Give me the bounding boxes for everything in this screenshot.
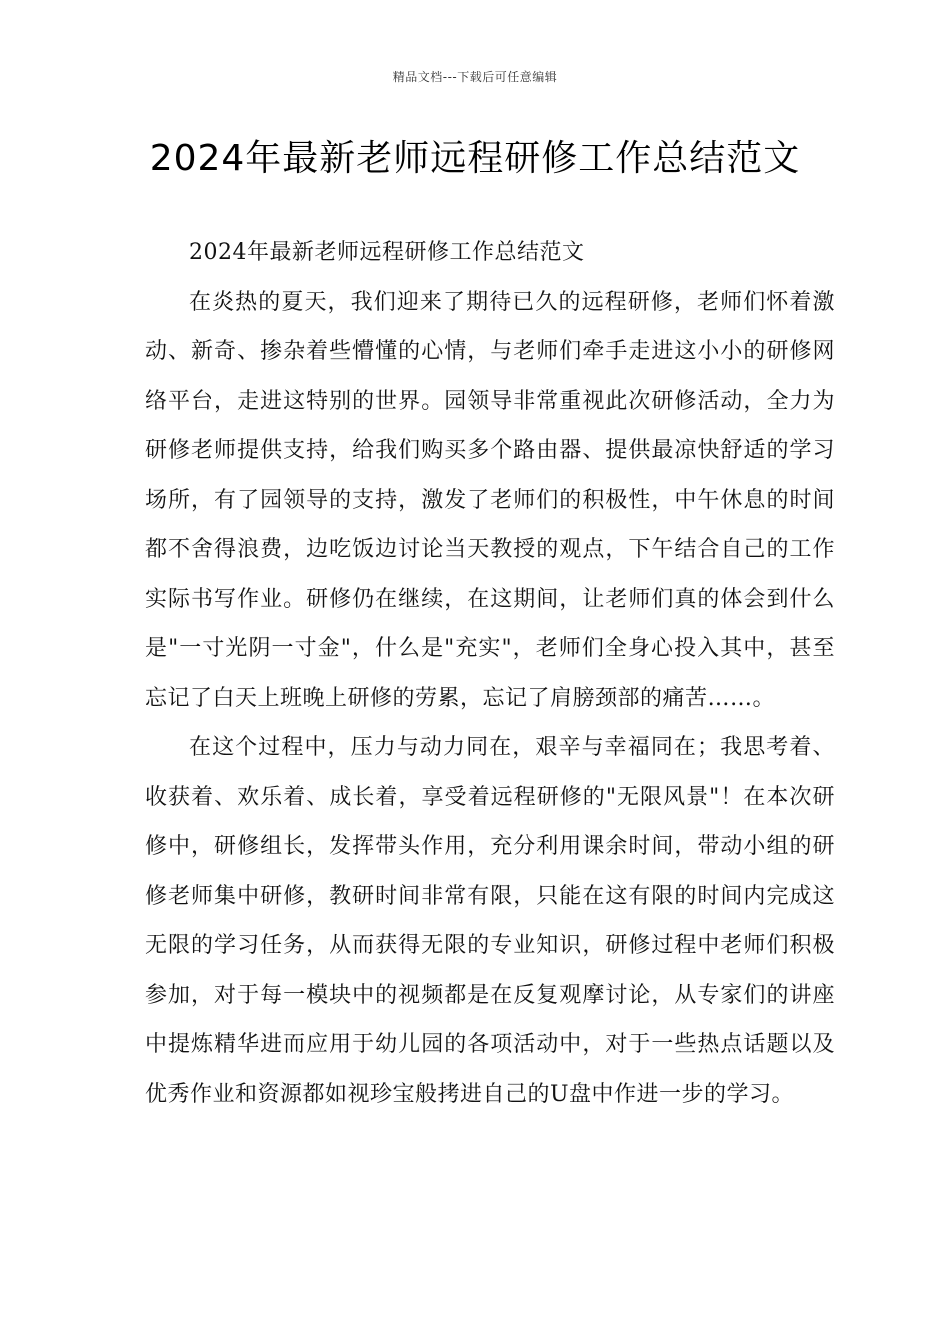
document-title: 2024年最新老师远程研修工作总结范文 xyxy=(149,138,801,179)
paragraph-1: 在炎热的夏天，我们迎来了期待已久的远程研修，老师们怀着激动、新奇、掺杂着些懵懂的心情，与老师们牵手走进这小小的研修网络平台，走进这特别的世界。园领导非常重视此次研修活动，全力为研修老师提供支持，给我们购买多个路由器、提供最凉快舒适的学习场所，有了园领导的支持，激发了老师们的积极性，中午休息的时间都不舍得浪费，边吃饭边讨论当天教授的观点，下午结合自己的工作实际书写作业。研修仍在继续，在这期间，让老师们真的体会到什么是"一寸光阴一寸金"，什么是"充实"，老师们全身心投入其中，甚至忘记了白天上班晚上研修的劳累，忘记了肩膀颈部的痛苦……。 xyxy=(145,289,835,711)
header-note: 精品文档---下载后可任意编辑 xyxy=(392,70,558,84)
document-body xyxy=(145,228,835,1119)
paragraph-2: 在这个过程中，压力与动力同在，艰辛与幸福同在；我思考着、收获着、欢乐着、成长着，享受着远程研修的"无限风景"！在本次研修中，研修组长，发挥带头作用，充分利用课余时间，带动小组的研修老师集中研修，教研时间非常有限，只能在这有限的时间内完成这无限的学习任务，从而获得无限的专业知识，研修过程中老师们积极参加，对于每一模块中的视频都是在反复观摩讨论，从专家们的讲座中提炼精华进而应用于幼儿园的各项活动中，对于一些热点话题以及优秀作业和资源都如视珍宝般拷进自己的U盘中作进一步的学习。 xyxy=(145,735,835,1107)
paragraph-subtitle: 2024年最新老师远程研修工作总结范文 xyxy=(189,240,585,265)
